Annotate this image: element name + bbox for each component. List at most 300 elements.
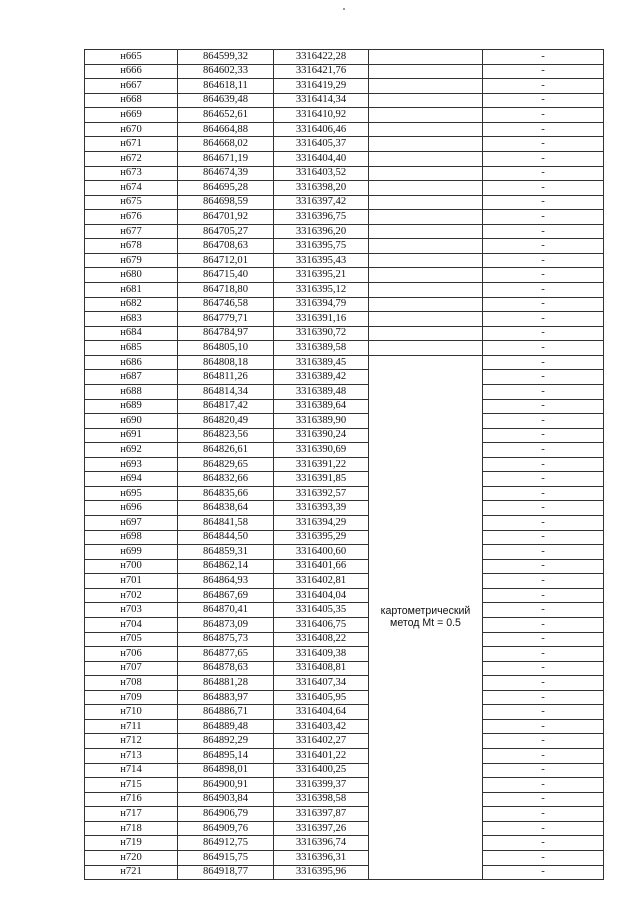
table-row bbox=[85, 603, 604, 618]
table-row bbox=[85, 64, 604, 79]
point-cell: н721 bbox=[85, 865, 178, 880]
x-coordinate-cell: 864602,33 bbox=[178, 64, 274, 79]
point-cell: н706 bbox=[85, 647, 178, 662]
point-cell: н701 bbox=[85, 574, 178, 589]
x-coordinate-cell: 864909,76 bbox=[178, 821, 274, 836]
note-cell: - bbox=[483, 384, 604, 399]
y-coordinate-cell: 3316390,24 bbox=[274, 428, 369, 443]
point-cell: н694 bbox=[85, 472, 178, 487]
method-cell-empty bbox=[369, 195, 483, 210]
method-text: картометрический bbox=[380, 605, 471, 618]
method-cell-empty bbox=[369, 341, 483, 356]
coordinates-table-body bbox=[85, 50, 604, 880]
y-coordinate-cell: 3316389,64 bbox=[274, 399, 369, 414]
y-coordinate-cell: 3316389,90 bbox=[274, 414, 369, 429]
y-coordinate-cell: 3316389,58 bbox=[274, 341, 369, 356]
x-coordinate-cell: 864912,75 bbox=[178, 836, 274, 851]
x-coordinate-cell: 864862,14 bbox=[178, 559, 274, 574]
note-cell: - bbox=[483, 516, 604, 531]
note-cell: - bbox=[483, 108, 604, 123]
method-cell-empty bbox=[369, 297, 483, 312]
note-cell: - bbox=[483, 268, 604, 283]
table-row bbox=[85, 239, 604, 254]
y-coordinate-cell: 3316410,92 bbox=[274, 108, 369, 123]
point-cell: н677 bbox=[85, 224, 178, 239]
y-coordinate-cell: 3316395,12 bbox=[274, 283, 369, 298]
table-row bbox=[85, 195, 604, 210]
point-cell: н668 bbox=[85, 93, 178, 108]
y-coordinate-cell: 3316405,35 bbox=[274, 603, 369, 618]
scan-speck bbox=[343, 8, 345, 10]
note-cell: - bbox=[483, 166, 604, 181]
y-coordinate-cell: 3316400,25 bbox=[274, 763, 369, 778]
point-cell: н710 bbox=[85, 705, 178, 720]
point-cell: н674 bbox=[85, 181, 178, 196]
point-cell: н671 bbox=[85, 137, 178, 152]
method-cell-empty bbox=[369, 239, 483, 254]
x-coordinate-cell: 864718,80 bbox=[178, 283, 274, 298]
note-cell: - bbox=[483, 676, 604, 691]
x-coordinate-cell: 864808,18 bbox=[178, 355, 274, 370]
note-cell: - bbox=[483, 559, 604, 574]
x-coordinate-cell: 864835,66 bbox=[178, 486, 274, 501]
x-coordinate-cell: 864664,88 bbox=[178, 122, 274, 137]
point-cell: н703 bbox=[85, 603, 178, 618]
note-cell: - bbox=[483, 472, 604, 487]
point-cell: н672 bbox=[85, 151, 178, 166]
point-cell: н707 bbox=[85, 661, 178, 676]
table-row bbox=[85, 719, 604, 734]
note-cell: - bbox=[483, 312, 604, 327]
table-row bbox=[85, 297, 604, 312]
point-cell: н686 bbox=[85, 355, 178, 370]
table-row bbox=[85, 516, 604, 531]
note-cell: - bbox=[483, 530, 604, 545]
y-coordinate-cell: 3316393,39 bbox=[274, 501, 369, 516]
x-coordinate-cell: 864832,66 bbox=[178, 472, 274, 487]
table-row bbox=[85, 443, 604, 458]
point-cell: н689 bbox=[85, 399, 178, 414]
table-row bbox=[85, 122, 604, 137]
table-row bbox=[85, 574, 604, 589]
x-coordinate-cell: 864906,79 bbox=[178, 807, 274, 822]
x-coordinate-cell: 864746,58 bbox=[178, 297, 274, 312]
note-cell: - bbox=[483, 865, 604, 880]
point-cell: н678 bbox=[85, 239, 178, 254]
x-coordinate-cell: 864652,61 bbox=[178, 108, 274, 123]
method-cell-empty bbox=[369, 137, 483, 152]
note-cell: - bbox=[483, 705, 604, 720]
method-cell-empty bbox=[369, 122, 483, 137]
note-cell: - bbox=[483, 137, 604, 152]
table-row bbox=[85, 79, 604, 94]
table-row bbox=[85, 341, 604, 356]
point-cell: н717 bbox=[85, 807, 178, 822]
method-cell-empty bbox=[369, 224, 483, 239]
point-cell: н691 bbox=[85, 428, 178, 443]
method-cell-empty bbox=[369, 50, 483, 65]
table-row bbox=[85, 632, 604, 647]
x-coordinate-cell: 864674,39 bbox=[178, 166, 274, 181]
table-row bbox=[85, 399, 604, 414]
y-coordinate-cell: 3316391,16 bbox=[274, 312, 369, 327]
x-coordinate-cell: 864898,01 bbox=[178, 763, 274, 778]
y-coordinate-cell: 3316419,29 bbox=[274, 79, 369, 94]
x-coordinate-cell: 864841,58 bbox=[178, 516, 274, 531]
note-cell: - bbox=[483, 763, 604, 778]
note-cell: - bbox=[483, 821, 604, 836]
y-coordinate-cell: 3316396,75 bbox=[274, 210, 369, 225]
point-cell: н697 bbox=[85, 516, 178, 531]
point-cell: н698 bbox=[85, 530, 178, 545]
point-cell: н704 bbox=[85, 617, 178, 632]
point-cell: н699 bbox=[85, 545, 178, 560]
y-coordinate-cell: 3316396,20 bbox=[274, 224, 369, 239]
table-row bbox=[85, 428, 604, 443]
y-coordinate-cell: 3316414,34 bbox=[274, 93, 369, 108]
point-cell: н708 bbox=[85, 676, 178, 691]
point-cell: н696 bbox=[85, 501, 178, 516]
table-row bbox=[85, 821, 604, 836]
table-row bbox=[85, 472, 604, 487]
y-coordinate-cell: 3316408,81 bbox=[274, 661, 369, 676]
y-coordinate-cell: 3316390,72 bbox=[274, 326, 369, 341]
note-cell: - bbox=[483, 588, 604, 603]
table-row bbox=[85, 690, 604, 705]
x-coordinate-cell: 864838,64 bbox=[178, 501, 274, 516]
method-cell-empty bbox=[369, 93, 483, 108]
table-row bbox=[85, 210, 604, 225]
table-row bbox=[85, 763, 604, 778]
y-coordinate-cell: 3316398,20 bbox=[274, 181, 369, 196]
point-cell: н665 bbox=[85, 50, 178, 65]
x-coordinate-cell: 864671,19 bbox=[178, 151, 274, 166]
x-coordinate-cell: 864889,48 bbox=[178, 719, 274, 734]
table-row bbox=[85, 181, 604, 196]
point-cell: н667 bbox=[85, 79, 178, 94]
method-cell-empty bbox=[369, 166, 483, 181]
y-coordinate-cell: 3316397,87 bbox=[274, 807, 369, 822]
x-coordinate-cell: 864805,10 bbox=[178, 341, 274, 356]
y-coordinate-cell: 3316391,85 bbox=[274, 472, 369, 487]
point-cell: н700 bbox=[85, 559, 178, 574]
x-coordinate-cell: 864668,02 bbox=[178, 137, 274, 152]
y-coordinate-cell: 3316408,22 bbox=[274, 632, 369, 647]
point-cell: н670 bbox=[85, 122, 178, 137]
note-cell: - bbox=[483, 79, 604, 94]
note-cell: - bbox=[483, 778, 604, 793]
table-row bbox=[85, 224, 604, 239]
table-row bbox=[85, 778, 604, 793]
table-row bbox=[85, 283, 604, 298]
table-row bbox=[85, 865, 604, 880]
y-coordinate-cell: 3316395,21 bbox=[274, 268, 369, 283]
table-row bbox=[85, 501, 604, 516]
method-cell-empty bbox=[369, 253, 483, 268]
x-coordinate-cell: 864864,93 bbox=[178, 574, 274, 589]
point-cell: н716 bbox=[85, 792, 178, 807]
note-cell: - bbox=[483, 195, 604, 210]
note-cell: - bbox=[483, 181, 604, 196]
table-row bbox=[85, 676, 604, 691]
y-coordinate-cell: 3316402,81 bbox=[274, 574, 369, 589]
x-coordinate-cell: 864784,97 bbox=[178, 326, 274, 341]
point-cell: н688 bbox=[85, 384, 178, 399]
note-cell: - bbox=[483, 283, 604, 298]
x-coordinate-cell: 864895,14 bbox=[178, 749, 274, 764]
method-cell-empty bbox=[369, 283, 483, 298]
note-cell: - bbox=[483, 850, 604, 865]
y-coordinate-cell: 3316406,75 bbox=[274, 617, 369, 632]
y-coordinate-cell: 3316392,57 bbox=[274, 486, 369, 501]
x-coordinate-cell: 864814,34 bbox=[178, 384, 274, 399]
table-row bbox=[85, 457, 604, 472]
y-coordinate-cell: 3316395,75 bbox=[274, 239, 369, 254]
method-cell-empty bbox=[369, 181, 483, 196]
note-cell: - bbox=[483, 326, 604, 341]
note-cell: - bbox=[483, 399, 604, 414]
point-cell: н683 bbox=[85, 312, 178, 327]
note-cell: - bbox=[483, 50, 604, 65]
x-coordinate-cell: 864829,65 bbox=[178, 457, 274, 472]
note-cell: - bbox=[483, 661, 604, 676]
point-cell: н681 bbox=[85, 283, 178, 298]
x-coordinate-cell: 864712,01 bbox=[178, 253, 274, 268]
point-cell: н682 bbox=[85, 297, 178, 312]
x-coordinate-cell: 864817,42 bbox=[178, 399, 274, 414]
x-coordinate-cell: 864915,75 bbox=[178, 850, 274, 865]
x-coordinate-cell: 864705,27 bbox=[178, 224, 274, 239]
table-row bbox=[85, 414, 604, 429]
table-row bbox=[85, 530, 604, 545]
method-cell-empty bbox=[369, 268, 483, 283]
y-coordinate-cell: 3316390,69 bbox=[274, 443, 369, 458]
note-cell: - bbox=[483, 486, 604, 501]
table-row bbox=[85, 588, 604, 603]
point-cell: н687 bbox=[85, 370, 178, 385]
point-cell: н714 bbox=[85, 763, 178, 778]
method-text: метод Mt = 0.5 bbox=[390, 617, 461, 630]
y-coordinate-cell: 3316402,27 bbox=[274, 734, 369, 749]
note-cell: - bbox=[483, 151, 604, 166]
y-coordinate-cell: 3316395,96 bbox=[274, 865, 369, 880]
x-coordinate-cell: 864867,69 bbox=[178, 588, 274, 603]
table-row bbox=[85, 792, 604, 807]
note-cell: - bbox=[483, 355, 604, 370]
y-coordinate-cell: 3316397,26 bbox=[274, 821, 369, 836]
coordinates-table bbox=[84, 49, 604, 880]
table-row bbox=[85, 108, 604, 123]
y-coordinate-cell: 3316405,95 bbox=[274, 690, 369, 705]
point-cell: н680 bbox=[85, 268, 178, 283]
method-cell-empty bbox=[369, 326, 483, 341]
y-coordinate-cell: 3316404,40 bbox=[274, 151, 369, 166]
table-row bbox=[85, 749, 604, 764]
table-row bbox=[85, 253, 604, 268]
table-row bbox=[85, 268, 604, 283]
x-coordinate-cell: 864903,84 bbox=[178, 792, 274, 807]
y-coordinate-cell: 3316389,42 bbox=[274, 370, 369, 385]
table-row bbox=[85, 312, 604, 327]
note-cell: - bbox=[483, 370, 604, 385]
y-coordinate-cell: 3316404,64 bbox=[274, 705, 369, 720]
y-coordinate-cell: 3316394,29 bbox=[274, 516, 369, 531]
note-cell: - bbox=[483, 210, 604, 225]
note-cell: - bbox=[483, 224, 604, 239]
point-cell: н690 bbox=[85, 414, 178, 429]
x-coordinate-cell: 864701,92 bbox=[178, 210, 274, 225]
y-coordinate-cell: 3316406,46 bbox=[274, 122, 369, 137]
point-cell: н675 bbox=[85, 195, 178, 210]
point-cell: н715 bbox=[85, 778, 178, 793]
y-coordinate-cell: 3316398,58 bbox=[274, 792, 369, 807]
x-coordinate-cell: 864820,49 bbox=[178, 414, 274, 429]
x-coordinate-cell: 864618,11 bbox=[178, 79, 274, 94]
note-cell: - bbox=[483, 617, 604, 632]
note-cell: - bbox=[483, 632, 604, 647]
point-cell: н669 bbox=[85, 108, 178, 123]
y-coordinate-cell: 3316404,04 bbox=[274, 588, 369, 603]
table-row bbox=[85, 93, 604, 108]
point-cell: н705 bbox=[85, 632, 178, 647]
x-coordinate-cell: 864918,77 bbox=[178, 865, 274, 880]
method-cell-empty bbox=[369, 210, 483, 225]
y-coordinate-cell: 3316389,45 bbox=[274, 355, 369, 370]
table-row bbox=[85, 355, 604, 370]
note-cell: - bbox=[483, 297, 604, 312]
x-coordinate-cell: 864811,26 bbox=[178, 370, 274, 385]
table-row bbox=[85, 617, 604, 632]
point-cell: н676 bbox=[85, 210, 178, 225]
note-cell: - bbox=[483, 836, 604, 851]
table-row bbox=[85, 734, 604, 749]
table-row bbox=[85, 50, 604, 65]
x-coordinate-cell: 864892,29 bbox=[178, 734, 274, 749]
note-cell: - bbox=[483, 807, 604, 822]
table-row bbox=[85, 647, 604, 662]
table-row bbox=[85, 326, 604, 341]
table-row bbox=[85, 836, 604, 851]
y-coordinate-cell: 3316396,31 bbox=[274, 850, 369, 865]
method-cell-empty bbox=[369, 64, 483, 79]
note-cell: - bbox=[483, 719, 604, 734]
point-cell: н684 bbox=[85, 326, 178, 341]
note-cell: - bbox=[483, 457, 604, 472]
note-cell: - bbox=[483, 545, 604, 560]
table-row bbox=[85, 151, 604, 166]
point-cell: н673 bbox=[85, 166, 178, 181]
y-coordinate-cell: 3316409,38 bbox=[274, 647, 369, 662]
point-cell: н695 bbox=[85, 486, 178, 501]
x-coordinate-cell: 864639,48 bbox=[178, 93, 274, 108]
point-cell: н712 bbox=[85, 734, 178, 749]
point-cell: н666 bbox=[85, 64, 178, 79]
y-coordinate-cell: 3316422,28 bbox=[274, 50, 369, 65]
note-cell: - bbox=[483, 690, 604, 705]
x-coordinate-cell: 864875,73 bbox=[178, 632, 274, 647]
note-cell: - bbox=[483, 574, 604, 589]
method-cell-empty bbox=[369, 151, 483, 166]
note-cell: - bbox=[483, 64, 604, 79]
table-row bbox=[85, 705, 604, 720]
point-cell: н692 bbox=[85, 443, 178, 458]
table-row bbox=[85, 661, 604, 676]
note-cell: - bbox=[483, 603, 604, 618]
note-cell: - bbox=[483, 734, 604, 749]
note-cell: - bbox=[483, 428, 604, 443]
x-coordinate-cell: 864877,65 bbox=[178, 647, 274, 662]
note-cell: - bbox=[483, 93, 604, 108]
table-row bbox=[85, 166, 604, 181]
y-coordinate-cell: 3316403,42 bbox=[274, 719, 369, 734]
y-coordinate-cell: 3316395,29 bbox=[274, 530, 369, 545]
y-coordinate-cell: 3316394,79 bbox=[274, 297, 369, 312]
point-cell: н720 bbox=[85, 850, 178, 865]
note-cell: - bbox=[483, 239, 604, 254]
table-row bbox=[85, 545, 604, 560]
y-coordinate-cell: 3316397,42 bbox=[274, 195, 369, 210]
table-row bbox=[85, 370, 604, 385]
point-cell: н718 bbox=[85, 821, 178, 836]
y-coordinate-cell: 3316407,34 bbox=[274, 676, 369, 691]
y-coordinate-cell: 3316389,48 bbox=[274, 384, 369, 399]
table-row bbox=[85, 384, 604, 399]
table-row bbox=[85, 807, 604, 822]
point-cell: н685 bbox=[85, 341, 178, 356]
x-coordinate-cell: 864878,63 bbox=[178, 661, 274, 676]
y-coordinate-cell: 3316400,60 bbox=[274, 545, 369, 560]
table-row bbox=[85, 137, 604, 152]
x-coordinate-cell: 864779,71 bbox=[178, 312, 274, 327]
y-coordinate-cell: 3316396,74 bbox=[274, 836, 369, 851]
x-coordinate-cell: 864599,32 bbox=[178, 50, 274, 65]
point-cell: н709 bbox=[85, 690, 178, 705]
method-cell-empty bbox=[369, 108, 483, 123]
y-coordinate-cell: 3316401,22 bbox=[274, 749, 369, 764]
note-cell: - bbox=[483, 443, 604, 458]
note-cell: - bbox=[483, 749, 604, 764]
x-coordinate-cell: 864883,97 bbox=[178, 690, 274, 705]
y-coordinate-cell: 3316395,43 bbox=[274, 253, 369, 268]
note-cell: - bbox=[483, 414, 604, 429]
point-cell: н719 bbox=[85, 836, 178, 851]
y-coordinate-cell: 3316405,37 bbox=[274, 137, 369, 152]
point-cell: н711 bbox=[85, 719, 178, 734]
note-cell: - bbox=[483, 792, 604, 807]
point-cell: н702 bbox=[85, 588, 178, 603]
table-row bbox=[85, 850, 604, 865]
x-coordinate-cell: 864708,63 bbox=[178, 239, 274, 254]
x-coordinate-cell: 864881,28 bbox=[178, 676, 274, 691]
x-coordinate-cell: 864886,71 bbox=[178, 705, 274, 720]
y-coordinate-cell: 3316421,76 bbox=[274, 64, 369, 79]
note-cell: - bbox=[483, 341, 604, 356]
x-coordinate-cell: 864870,41 bbox=[178, 603, 274, 618]
y-coordinate-cell: 3316399,37 bbox=[274, 778, 369, 793]
x-coordinate-cell: 864826,61 bbox=[178, 443, 274, 458]
point-cell: н679 bbox=[85, 253, 178, 268]
note-cell: - bbox=[483, 647, 604, 662]
point-cell: н693 bbox=[85, 457, 178, 472]
table-row bbox=[85, 559, 604, 574]
x-coordinate-cell: 864695,28 bbox=[178, 181, 274, 196]
method-cell bbox=[369, 355, 483, 879]
method-cell-empty bbox=[369, 79, 483, 94]
method-cell-empty bbox=[369, 312, 483, 327]
x-coordinate-cell: 864823,56 bbox=[178, 428, 274, 443]
x-coordinate-cell: 864859,31 bbox=[178, 545, 274, 560]
point-cell: н713 bbox=[85, 749, 178, 764]
